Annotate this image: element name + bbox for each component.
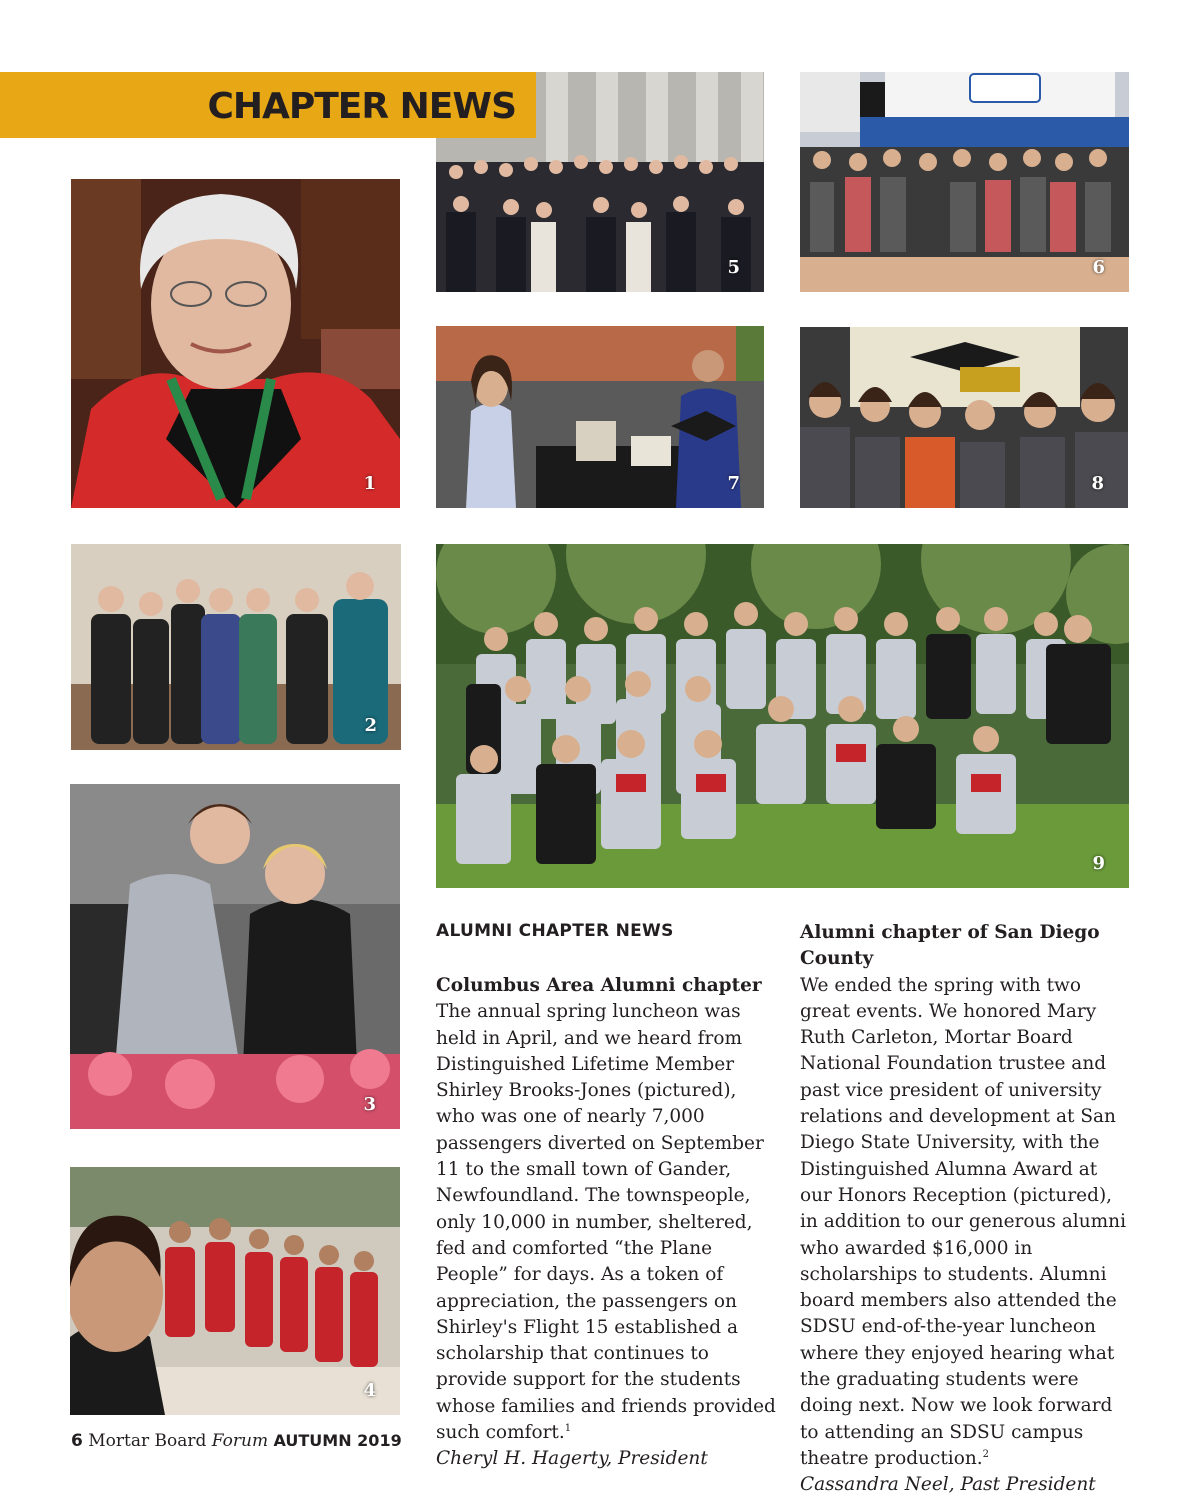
- tabling-students-image: [436, 326, 764, 508]
- photo-9: [436, 544, 1129, 888]
- section-banner: [0, 72, 536, 138]
- photo-1: [71, 179, 400, 508]
- publication-italic: Forum: [211, 1431, 269, 1451]
- logo-selfie-group-image: [800, 327, 1128, 508]
- columbus-heading: Columbus Area Alumni chapter: [436, 975, 762, 996]
- san-diego-heading: Alumni chapter of San Diego County: [800, 922, 1100, 970]
- photo-number: 2: [364, 715, 377, 736]
- photo-2: [71, 544, 401, 750]
- section-heading: ALUMNI CHAPTER NEWS: [436, 921, 674, 941]
- photo-number: 3: [363, 1094, 376, 1115]
- photo-8: [800, 327, 1128, 508]
- footnote-2: 2: [982, 1448, 990, 1460]
- san-diego-body: We ended the spring with two great events. We honored Mary Ruth Carleton, Mortar Board National Foundation trustee and past vice president of university relations and development at San Diego State University, with the Distinguished Alumna Award at our Honors Reception (pictured), in addition to our generous alumni who awarded $16,000 in scholarships to students. Alumni board members also attended the SDSU end-of-the-year luncheon where they enjoyed hearing what the graduating students were doing next. Now we look forward to attending an SDSU campus theatre production.$^2$: [800, 974, 1127, 1469]
- katies-store-group-image: [800, 72, 1129, 292]
- photo-4: [70, 1167, 400, 1415]
- photo-6: [800, 72, 1129, 292]
- san-diego-signature: Cassandra Neel, Past President: [800, 1474, 1096, 1496]
- san-diego-article: [800, 920, 1135, 1499]
- photo-number: 4: [363, 1380, 376, 1401]
- photo-number: 8: [1091, 473, 1104, 494]
- columbus-body: The annual spring luncheon was held in April, and we heard from Distinguished Lifetime Member Shirley Brooks-Jones (pictured), who was one of nearly 7,000 passengers diverted on September 11 to the small town of Gander, Newfoundland. The townspeople, only 10,000 in number, sheltered, fed and comforted “the Plane People” for days. As a token of appreciation, the passengers on Shirley's Flight 15 established a scholarship that continues to provide support for the students whose families and friends provided such comfort.$^1$: [436, 1001, 776, 1444]
- columbus-article: [436, 973, 776, 1473]
- photo-number: 7: [727, 473, 740, 494]
- footnote-1: 1: [564, 1422, 572, 1434]
- photo-number: 9: [1092, 853, 1105, 874]
- publication-name: Mortar Board: [88, 1431, 207, 1451]
- page-title: CHAPTER NEWS: [207, 86, 516, 127]
- columbus-signature: Cheryl H. Hagerty, President: [436, 1448, 708, 1470]
- photo-number: 1: [363, 473, 376, 494]
- page-number: 6: [71, 1431, 83, 1451]
- photo-3: [70, 784, 400, 1129]
- photo-7: [436, 326, 764, 508]
- selfie-group-image: [70, 1167, 400, 1415]
- photo-number: 5: [727, 257, 740, 278]
- portrait-image: [71, 179, 400, 508]
- page-footer: [71, 1431, 402, 1451]
- issue-season: AUTUMN 2019: [273, 1431, 402, 1450]
- photo-5: [536, 72, 764, 138]
- group-award-image: [71, 544, 401, 750]
- gym-pair-image: [70, 784, 400, 1129]
- photo-number: 6: [1092, 257, 1105, 278]
- large-group-image: [436, 544, 1129, 888]
